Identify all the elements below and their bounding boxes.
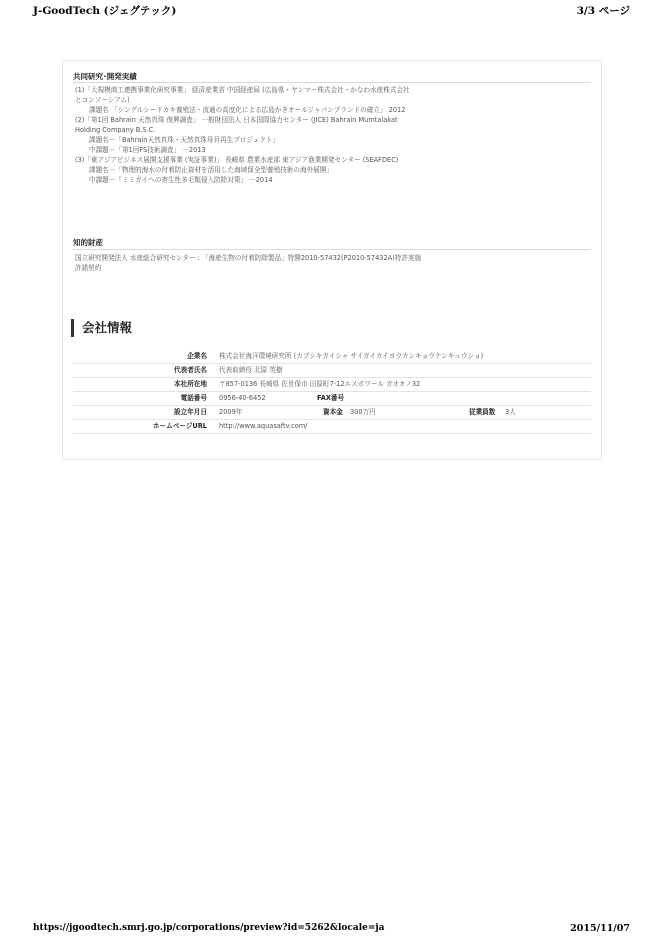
research-line: 課題名－「物理的海水の付着防止資材を活用した海域保全型養殖技術の海外展開」 [89,166,333,174]
section-divider [73,249,591,250]
table-row [73,420,591,434]
section-divider [73,82,591,83]
employees-value: 3人 [505,408,516,416]
table-row [73,364,591,378]
print-header [33,3,630,17]
print-footer-date: 2015/11/07 [570,923,630,934]
homepage-link[interactable]: http://www.aquasaftv.com/ [219,422,308,430]
address-value: 〒857-0136 長崎県 佐世保市 田原町7-12エスポワール ガオオノ32 [219,380,421,388]
established-label: 設立年月日 [174,408,207,416]
phone-label: 電話番号 [180,394,207,402]
print-page-number: 3/3 ページ [576,5,630,17]
research-line: とコンソーシアム) [75,96,130,104]
established-value: 2009年 [219,408,243,416]
ip-section-title: 知的財産 [73,238,103,247]
ip-line: 国立研究開発法人 水産総合研究センター : 「海産生物の付着防除製品」特開2010-57432(P2010-57432A)特許実施 [75,254,422,262]
company-profile-card [62,60,602,460]
table-row [73,392,591,406]
capital-value: 300万円 [350,408,376,416]
representative-value: 代表取締役 北原 英樹 [219,366,283,374]
fax-label: FAX番号 [317,394,345,402]
company-info-table [73,350,591,434]
company-name-value: 株式会社海洋環境研究所 (カブシキガイシャ サイガイカイヨウカンキョウケンキュウショ) [219,352,484,360]
capital-label: 資本金 [323,408,343,416]
research-line: 課題名 「シングルシードカキ養殖法・流通の高度化による広島かきオールジャパンブランドの確立」 2012 [89,106,406,114]
homepage-label: ホームページURL [152,422,207,430]
print-header-title: J-GoodTech (ジェグテック) [33,5,177,17]
research-section-title: 共同研究･開発実績 [73,72,137,81]
table-row [73,406,591,420]
company-name-label: 企業名 [187,352,207,360]
table-row [73,350,591,364]
table-row [73,378,591,392]
research-line: 課題名－「Bahrain天然真珠・天然真珠母貝再生プロジェクト」 [89,136,280,144]
representative-label: 代表者氏名 [174,366,207,374]
research-line: Holding Company B.S.C. [75,126,156,134]
phone-value: 0956-40-6452 [219,394,266,402]
research-line: 中課題－「第1回FS技術調査」 －2013 [89,146,206,154]
print-footer [33,923,630,935]
research-line: (2)「第1回 Bahrain 天然真珠 復興調査」 一般財団法人 日本国際協力センター (JICE) Bahrain Mumtalakat [75,116,398,124]
ip-line: 許諾契約 [75,264,102,272]
print-footer-url: https://jgoodtech.smrj.go.jp/corporations/preview?id=5262&locale=ja [33,923,385,933]
employees-label: 従業員数 [469,408,496,416]
research-line: (1)「大規模商工連携事業化研究事業」 経済産業省 中国経産局 (広島県・ヤンマー株式会社・かなわ水産株式会社 [75,86,410,94]
research-line: 中課題－「ミミガイへの寄生性多毛類侵入防除対策」 －2014 [89,176,273,184]
address-label: 本社所在地 [174,380,207,388]
research-line: (3)「東アジアビジネス展開支援事業 (実証事業)」 長崎県 農業水産部 東アジア漁業開発センター (SEAFDEC) [75,156,399,164]
company-info-heading: 会社情報 [71,319,132,337]
